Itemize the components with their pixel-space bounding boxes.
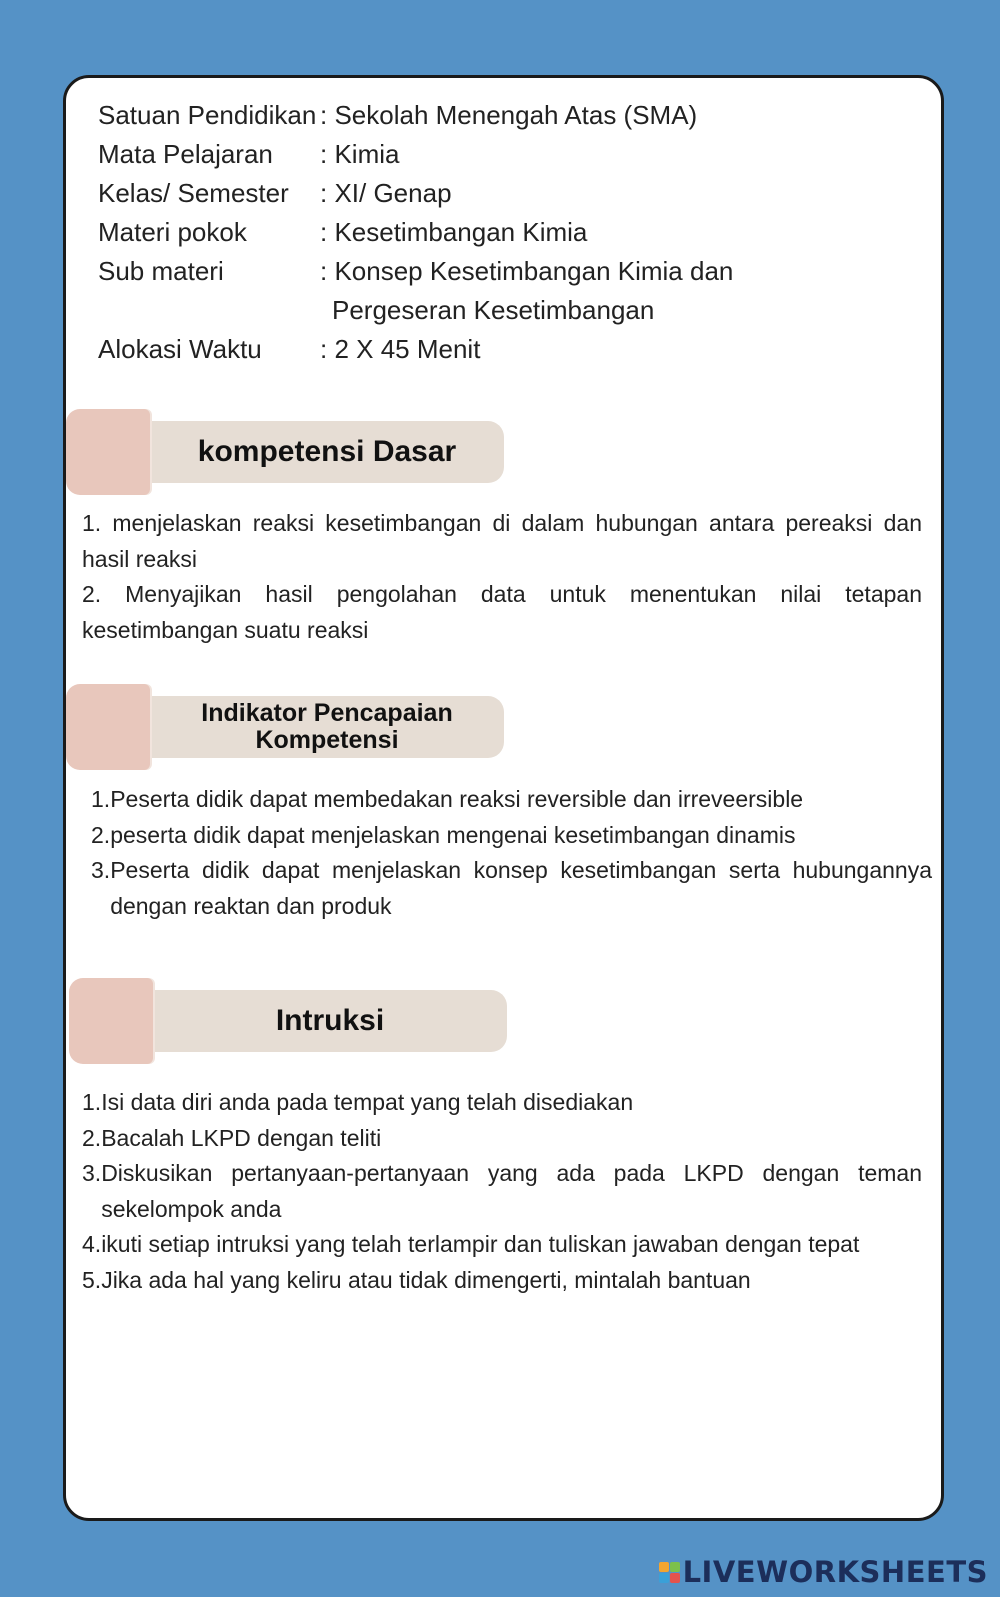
list-item-text: Peserta didik dapat membedakan reaksi reversible dan irreveersible [110, 786, 804, 812]
indikator-title-line2: Kompetensi [255, 726, 399, 754]
indikator-banner [66, 684, 506, 770]
logo-square [670, 1562, 680, 1572]
identity-value: : Kimia [320, 139, 400, 169]
intruksi-list [82, 1085, 922, 1298]
identity-value: : Konsep Kesetimbangan Kimia dan [320, 256, 734, 286]
list-item-text: Bacalah LKPD dengan teliti [101, 1124, 382, 1151]
list-item [82, 1156, 922, 1227]
list-item-number: 5. [82, 1266, 102, 1293]
list-item-text: peserta didik dapat menjelaskan mengenai kesetimbangan dinamis [110, 821, 796, 848]
watermark-text: LIVEWORKSHEETS [682, 1555, 988, 1589]
identity-row-kelas [98, 174, 733, 213]
list-item-number: 4. [82, 1231, 102, 1257]
banner-tab [66, 409, 150, 495]
kompetensi-dasar-banner [66, 409, 506, 495]
list-item [91, 782, 932, 818]
list-item [82, 1085, 922, 1121]
identity-value: : Sekolah Menengah Atas (SMA) [320, 100, 698, 130]
list-item [91, 818, 932, 854]
list-item-text: ikuti setiap intruksi yang telah terlampir dan tuliskan jawaban dengan tepat [101, 1231, 860, 1257]
identity-value: : 2 X 45 Menit [320, 334, 481, 364]
intruksi-banner [69, 978, 509, 1064]
list-item-text: Isi data diri anda pada tempat yang telah disediakan [101, 1089, 634, 1115]
identity-label: Alokasi Waktu [98, 334, 262, 364]
intruksi-title: Intruksi [275, 1004, 385, 1037]
identity-value: : Kesetimbangan Kimia [320, 217, 588, 247]
identity-row-materi [98, 213, 733, 252]
list-item [91, 853, 932, 924]
kompetensi-dasar-list [82, 506, 922, 648]
list-item-number: 2. [82, 1124, 102, 1151]
list-item-text: Peserta didik dapat menjelaskan konsep kesetimbangan serta hubungannya dengan reaktan dan produk [110, 857, 932, 919]
identity-row-alokasi [98, 330, 733, 369]
identity-value: : XI/ Genap [320, 178, 452, 208]
kompetensi-dasar-title: kompetensi Dasar [197, 435, 457, 468]
list-item [82, 1227, 922, 1263]
identity-row-mapel [98, 135, 733, 174]
kompetensi-dasar-item: 1. menjelaskan reaksi kesetimbangan di dalam hubungan antara pereaksi dan hasil reaksi [82, 510, 922, 572]
list-item-number: 3. [82, 1160, 102, 1186]
identity-row-submateri-cont [98, 291, 733, 330]
logo-square [670, 1573, 680, 1583]
identity-row-submateri [98, 252, 733, 291]
list-item [82, 1263, 922, 1299]
identity-label: Satuan Pendidikan [98, 100, 317, 130]
identity-label: Sub materi [98, 256, 224, 286]
identity-label: Mata Pelajaran [98, 139, 273, 169]
banner-tab [66, 684, 150, 770]
kompetensi-dasar-item: 2. Menyajikan hasil pengolahan data untuk menentukan nilai tetapan kesetimbangan suatu reaksi [82, 581, 922, 643]
indikator-title-line1: Indikator Pencapaian [201, 699, 453, 727]
list-item-number: 3. [91, 857, 111, 883]
list-item-text: Diskusikan pertanyaan-pertanyaan yang ada pada LKPD dengan teman sekelompok anda [101, 1160, 922, 1222]
liveworksheets-logo-icon [659, 1562, 680, 1583]
banner-tab [69, 978, 153, 1064]
identity-block [98, 96, 733, 369]
list-item [82, 1121, 922, 1157]
identity-value-continuation: Pergeseran Kesetimbangan [332, 295, 655, 325]
list-item-text: Jika ada hal yang keliru atau tidak dimengerti, mintalah bantuan [101, 1266, 751, 1293]
indikator-title [150, 696, 504, 758]
liveworksheets-watermark[interactable] [659, 1555, 988, 1589]
identity-label: Materi pokok [98, 217, 247, 247]
list-item-number: 1. [82, 1089, 102, 1115]
logo-square [659, 1573, 669, 1583]
logo-square [659, 1562, 669, 1572]
indikator-list [91, 782, 932, 924]
identity-label: Kelas/ Semester [98, 178, 289, 208]
list-item-number: 2. [91, 821, 111, 848]
list-item-number: 1. [91, 786, 111, 812]
identity-row-satuan [98, 96, 733, 135]
